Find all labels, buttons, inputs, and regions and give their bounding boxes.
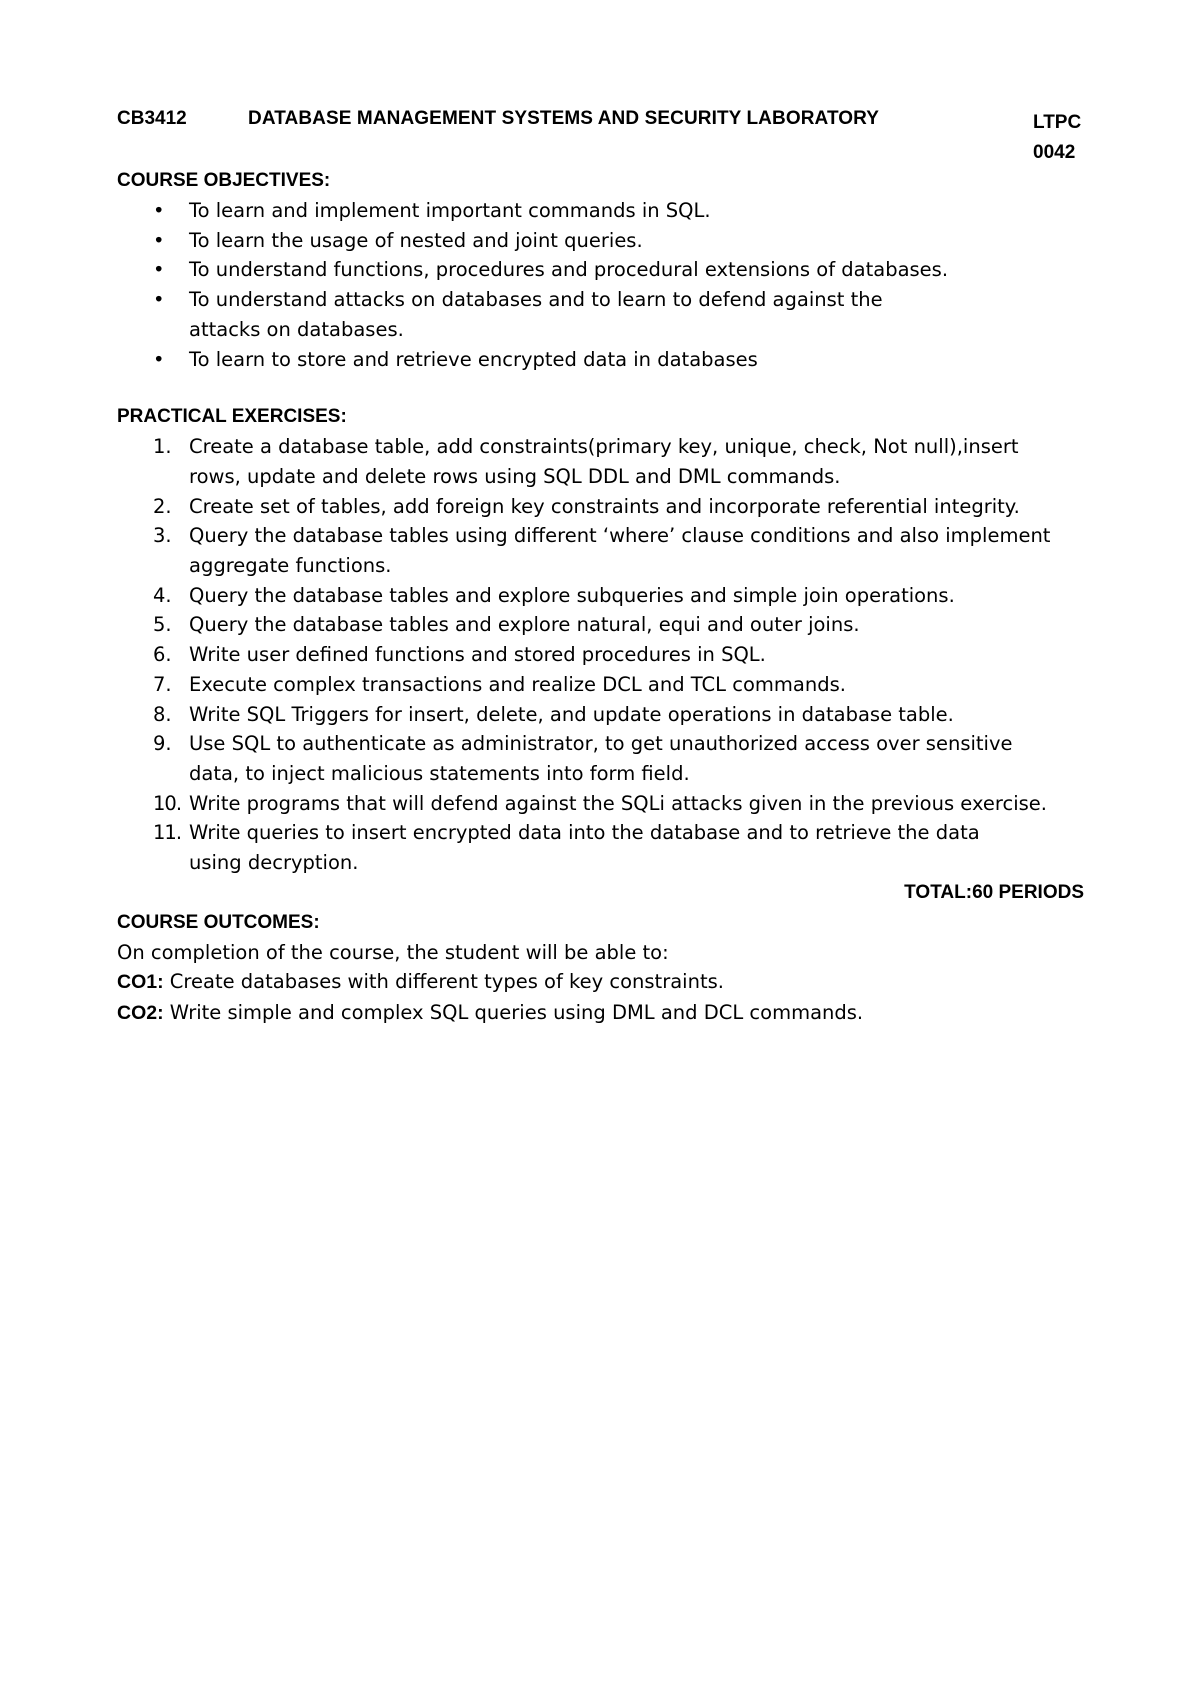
- outcome-label: CO2:: [117, 1002, 164, 1025]
- bullet-icon: •: [153, 228, 165, 252]
- item-number: 3.: [153, 524, 172, 548]
- exercise-text: Write programs that will defend against the SQLi attacks given in the previous exercise.: [189, 791, 1047, 815]
- document-page: [117, 108, 1177, 1029]
- item-number: 2.: [153, 494, 172, 518]
- list-item: [117, 226, 1177, 256]
- course-objectives-section: [117, 166, 1177, 374]
- objective-text: To learn the usage of nested and joint queries.: [189, 228, 643, 252]
- objectives-list: [117, 196, 1177, 374]
- course-title: DATABASE MANAGEMENT SYSTEMS AND SECURITY LABORATORY: [248, 108, 880, 129]
- objective-text: To understand attacks on databases and to learn to defend against the attacks on databases.: [189, 288, 883, 341]
- objective-text: To understand functions, procedures and procedural extensions of databases.: [189, 258, 949, 282]
- list-item: [117, 432, 1029, 491]
- list-item: [117, 670, 1177, 700]
- exercise-text: Use SQL to authenticate as administrator, to get unauthorized access over sensitive data, to inject malicious statements into form field.: [189, 732, 1013, 785]
- list-item: [117, 729, 1049, 788]
- ltpc-value: 0042: [1033, 142, 1076, 163]
- exercise-text: Query the database tables and explore subqueries and simple join operations.: [189, 583, 955, 607]
- list-item: [117, 196, 1177, 226]
- exercise-text: Execute complex transactions and realize DCL and TCL commands.: [189, 672, 846, 696]
- outcome-item: [117, 998, 1177, 1029]
- list-item: [117, 640, 1177, 670]
- bullet-icon: •: [153, 199, 165, 222]
- list-item: [117, 255, 1177, 285]
- exercises-heading: PRACTICAL EXERCISES:: [117, 406, 347, 428]
- item-number: 6.: [153, 643, 172, 667]
- exercises-list: [117, 432, 1177, 878]
- list-item: [117, 700, 1177, 730]
- list-item: [117, 581, 1177, 611]
- course-header: [117, 108, 1177, 163]
- exercise-text: Write queries to insert encrypted data into the database and to retrieve the data using decryption.: [189, 821, 980, 875]
- exercise-text: Write user defined functions and stored procedures in SQL.: [189, 643, 766, 667]
- total-periods: TOTAL:60 PERIODS: [904, 881, 1084, 903]
- ltpc-block: [1033, 108, 1081, 168]
- item-number: 1.: [153, 435, 172, 459]
- outcomes-heading: COURSE OUTCOMES:: [117, 911, 320, 933]
- item-number: 5.: [153, 613, 172, 637]
- item-number: 4.: [153, 583, 172, 607]
- list-item: [117, 492, 1177, 522]
- list-item: [117, 789, 1177, 819]
- objective-text: To learn and implement important commands in SQL.: [189, 199, 711, 222]
- exercise-text: Create a database table, add constraints(primary key, unique, check, Not null),insert rows, update and delete rows using SQL DDL and DML commands.: [189, 435, 1019, 488]
- course-code: CB3412: [117, 108, 187, 129]
- exercise-text: Write SQL Triggers for insert, delete, and update operations in database table.: [189, 702, 954, 726]
- item-number: 8.: [153, 702, 172, 726]
- list-item: [117, 345, 1177, 375]
- practical-exercises-section: [117, 402, 1177, 908]
- outcome-text: Create databases with different types of key constraints.: [163, 970, 724, 994]
- item-number: 9.: [153, 732, 172, 756]
- item-number: 10.: [153, 791, 182, 815]
- outcomes-intro: On completion of the course, the student will be able to:: [117, 940, 669, 964]
- exercise-text: Query the database tables and explore natural, equi and outer joins.: [189, 613, 860, 637]
- item-number: 11.: [153, 821, 182, 845]
- exercise-text: Create set of tables, add foreign key constraints and incorporate referential integrity.: [189, 494, 1020, 518]
- list-item: [117, 521, 1069, 580]
- ltpc-label: LTPC: [1033, 112, 1082, 133]
- exercise-text: Query the database tables using different ‘where’ clause conditions and also implement aggregate functions.: [189, 524, 1051, 578]
- outcome-text: Write simple and complex SQL queries using DML and DCL commands.: [163, 1001, 864, 1025]
- list-item: [117, 818, 1029, 877]
- item-number: 7.: [153, 672, 172, 696]
- objective-text: To learn to store and retrieve encrypted data in databases: [189, 347, 758, 371]
- objectives-heading: COURSE OBJECTIVES:: [117, 170, 331, 191]
- outcome-item: [117, 967, 1177, 998]
- bullet-icon: •: [153, 288, 165, 312]
- outcome-label: CO1:: [117, 971, 164, 994]
- list-item: [117, 610, 1177, 640]
- course-outcomes-section: [117, 908, 1177, 1029]
- bullet-icon: •: [153, 347, 165, 371]
- bullet-icon: •: [153, 258, 165, 282]
- list-item: [117, 285, 959, 344]
